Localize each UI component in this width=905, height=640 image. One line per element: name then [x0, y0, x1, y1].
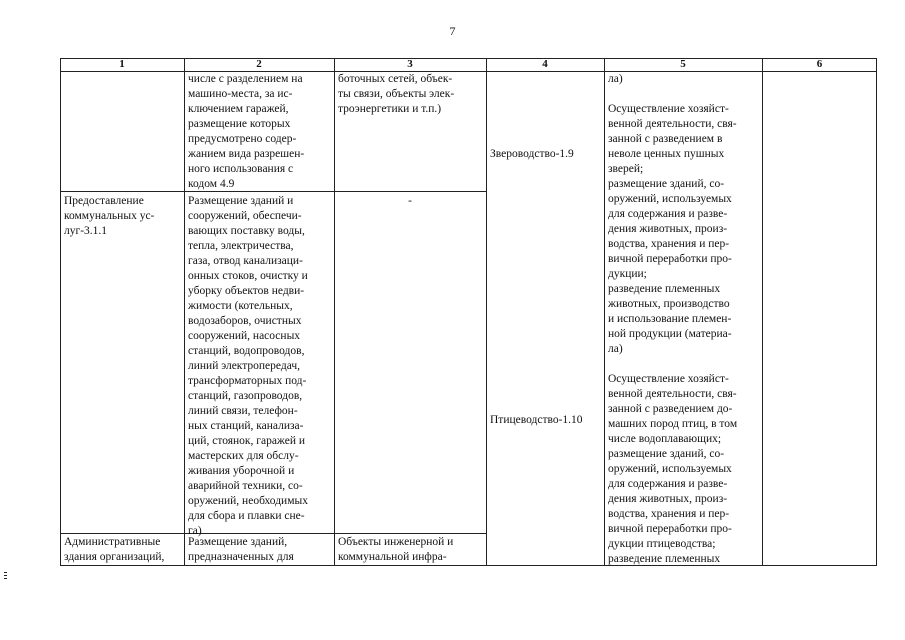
r2-col3-dash: -	[408, 195, 412, 207]
header-col-2: 2	[256, 58, 262, 70]
table-left-border	[60, 58, 61, 566]
r1-col2-text: числе с разделением на машино-места, за ис- ключением гаражей, размещение которых предусмотрено содер- жанием вида разрешен- ного использования с кодом 4.9	[188, 73, 305, 190]
col-sep-3	[486, 58, 487, 566]
c4-ptitsevodstvo: Птицеводство-1.10	[490, 414, 583, 426]
header-col-5: 5	[680, 58, 686, 70]
table	[60, 58, 877, 566]
r2-col1-text: Предоставление коммунальных ус- луг-3.1.1	[64, 195, 155, 237]
col-sep-1	[184, 58, 185, 566]
header-bottom-border	[60, 71, 877, 72]
col-sep-4	[604, 58, 605, 566]
r2-col2-text: Размещение зданий и сооружений, обеспечи- вающих поставку воды, тепла, электричества, газа, отвод канализаци- онных стоков, очистку и уборку объектов недви- жимости (котельных, водозаборов, очистных сооружений, насосных станций, водопроводов, линий электропередач, трансформаторных под- станций, газопроводов, линий связи, телефон- ных станций, канализа- ций, стоянок, гаражей и мастерских для обслу- живания уборочной и аварийной техники, со- оружений, необходимых для сбора и плавки сне- га)	[188, 195, 308, 537]
gutter-mark	[4, 572, 7, 573]
col-sep-5	[762, 58, 763, 566]
col-sep-2	[334, 58, 335, 566]
header-col-6: 6	[816, 58, 823, 70]
header-col-1: 1	[119, 58, 125, 70]
header-col-3: 3	[407, 58, 413, 70]
c5-text: ла) Осуществление хозяйст- венной деятельности, свя- занной с разведением в неволе ценных пушных зверей; размещение зданий, со- оружений, используемых для содержания и разве- дения животных, произ- водства, хранения и пер- вичной переработки про- дукции; разведение племенных животных, производство и использование племен- ной продукции (материа- ла) Осуществление хозяйст- венной деятельности, свя- занной с разведением до- машних пород птиц, в том числе водоплавающих; размещение зданий, со- оружений, используемых для содержания и разве- дения животных, произ- водства, хранения и пер- вичной переработки про- дукции птицеводства; разведение племенных	[608, 73, 738, 565]
header-col-4: 4	[542, 58, 548, 70]
table-bottom-border	[60, 565, 877, 566]
r3-col2-text: Размещение зданий, предназначенных для	[188, 536, 294, 563]
r3-col3-text: Объекты инженерной и коммунальной инфра-	[338, 536, 454, 563]
gutter-mark	[4, 575, 7, 576]
gutter-mark	[4, 578, 7, 579]
r3-col1-text: Административные здания организаций,	[64, 536, 165, 563]
c4-zverovodstvo: Звероводство-1.9	[490, 148, 574, 160]
r1-col3-text: боточных сетей, объек- ты связи, объекты элек- троэнергетики и т.п.)	[338, 73, 455, 115]
page-number: 7	[449, 24, 456, 38]
table-right-border	[876, 58, 877, 566]
